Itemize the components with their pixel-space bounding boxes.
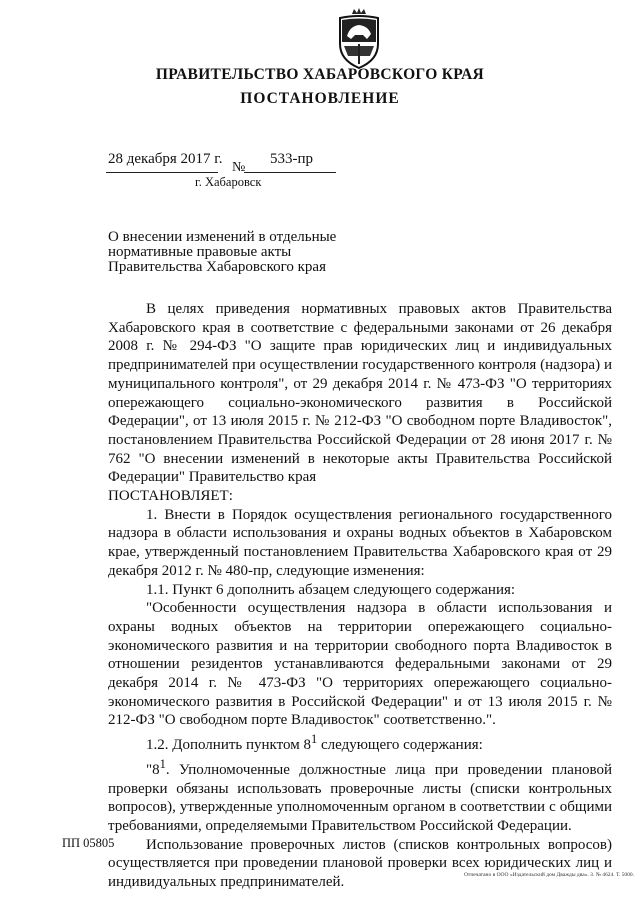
decree-heading: ПОСТАНОВЛЯЕТ: [108, 488, 233, 505]
quote-1-paragraph: "Особенности осуществления надзора в области использования и охраны водных объектов на территории опережающего социально-экономического развития и на территории свободного порта Владивосток в отношении резидентов устанавливаются федеральными законами от 29 декабря 2014 г. № 473-ФЗ "О территориях опережающего социально-экономического развития в Российской Федерации" и от 13 июля 2015 г. № 212-ФЗ "О свободном порте Владивосток" соответственно.". [108, 600, 612, 729]
quote-2-paragraph [108, 755, 612, 836]
item-1-paragraph: 1. Внести в Порядок осуществления регионального государственного надзора в области использования и охраны водных объектов в Хабаровском крае, утвержденный постановлением Правительства Хабаровского края от 29 декабря 2012 г. № 480-пр, следующие изменения: [108, 506, 612, 579]
quote-2-text: . Уполномоченные должностные лица при проведении плановой проверки обязаны использовать проверочные листы (списки контрольных вопросов), утвержденные уполномоченным органом в соответствии с общими требованиями, определяемыми Правительством Российской Федерации. [108, 761, 612, 834]
item-1-2-paragraph [108, 730, 612, 755]
document-body [108, 300, 612, 892]
document-date: 28 декабря 2017 г. [108, 151, 223, 167]
preamble-paragraph: В целях приведения нормативных правовых актов Правительства Хабаровского края в соответствие с федеральными законами от 26 декабря 2008 г. № 294-ФЗ "О защите прав юридических лиц и индивидуальных предпринимателей при осуществлении государственного контроля (надзора) и муниципального контроля", от 29 декабря 2014 г. № 473-ФЗ "О территориях опережающего социально-экономического развития в Российской Федерации", от 13 июля 2015 г. № 212-ФЗ "О свободном порте Владивосток", постановлением Правительства Российской Федерации от 28 июня 2017 г. № 762 "О внесении изменений в некоторые акты Правительства Российской Федерации" Правительство края [108, 301, 612, 486]
item-1-2-superscript: 1 [310, 732, 318, 747]
date-underline [106, 172, 218, 173]
coat-of-arms-icon [330, 6, 388, 70]
item-1-1-paragraph: 1.1. Пункт 6 дополнить абзацем следующего содержания: [146, 581, 516, 598]
quote-2-start: "8 [146, 761, 160, 778]
city-label: г. Хабаровск [195, 175, 262, 189]
number-underline [244, 172, 336, 173]
quote-2-superscript: 1 [159, 756, 166, 771]
quote-2-second-paragraph: Использование проверочных листов (списков контрольных вопросов) осуществляется при проведении плановой проверки всех юридических лиц и индивидуальных предпринимателей. [108, 836, 612, 891]
printer-imprint: Отпечатано в ООО «Издательский дом Дважды два». З. № 4624. Т. 5000. [463, 872, 634, 878]
document-subject: О внесении изменений в отдельные нормативные правовые акты Правительства Хабаровского края [108, 229, 337, 275]
number-sign: № [232, 160, 246, 175]
item-1-2-text-end: следующего содержания: [317, 737, 483, 754]
item-1-2-text: 1.2. Дополнить пунктом 8 [146, 737, 311, 754]
document-number: 533-пр [270, 151, 314, 167]
footer-code: ПП 05805 [62, 836, 115, 850]
document-type: ПОСТАНОВЛЕНИЕ [240, 90, 400, 107]
organization-title: ПРАВИТЕЛЬСТВО ХАБАРОВСКОГО КРАЯ [155, 66, 485, 83]
